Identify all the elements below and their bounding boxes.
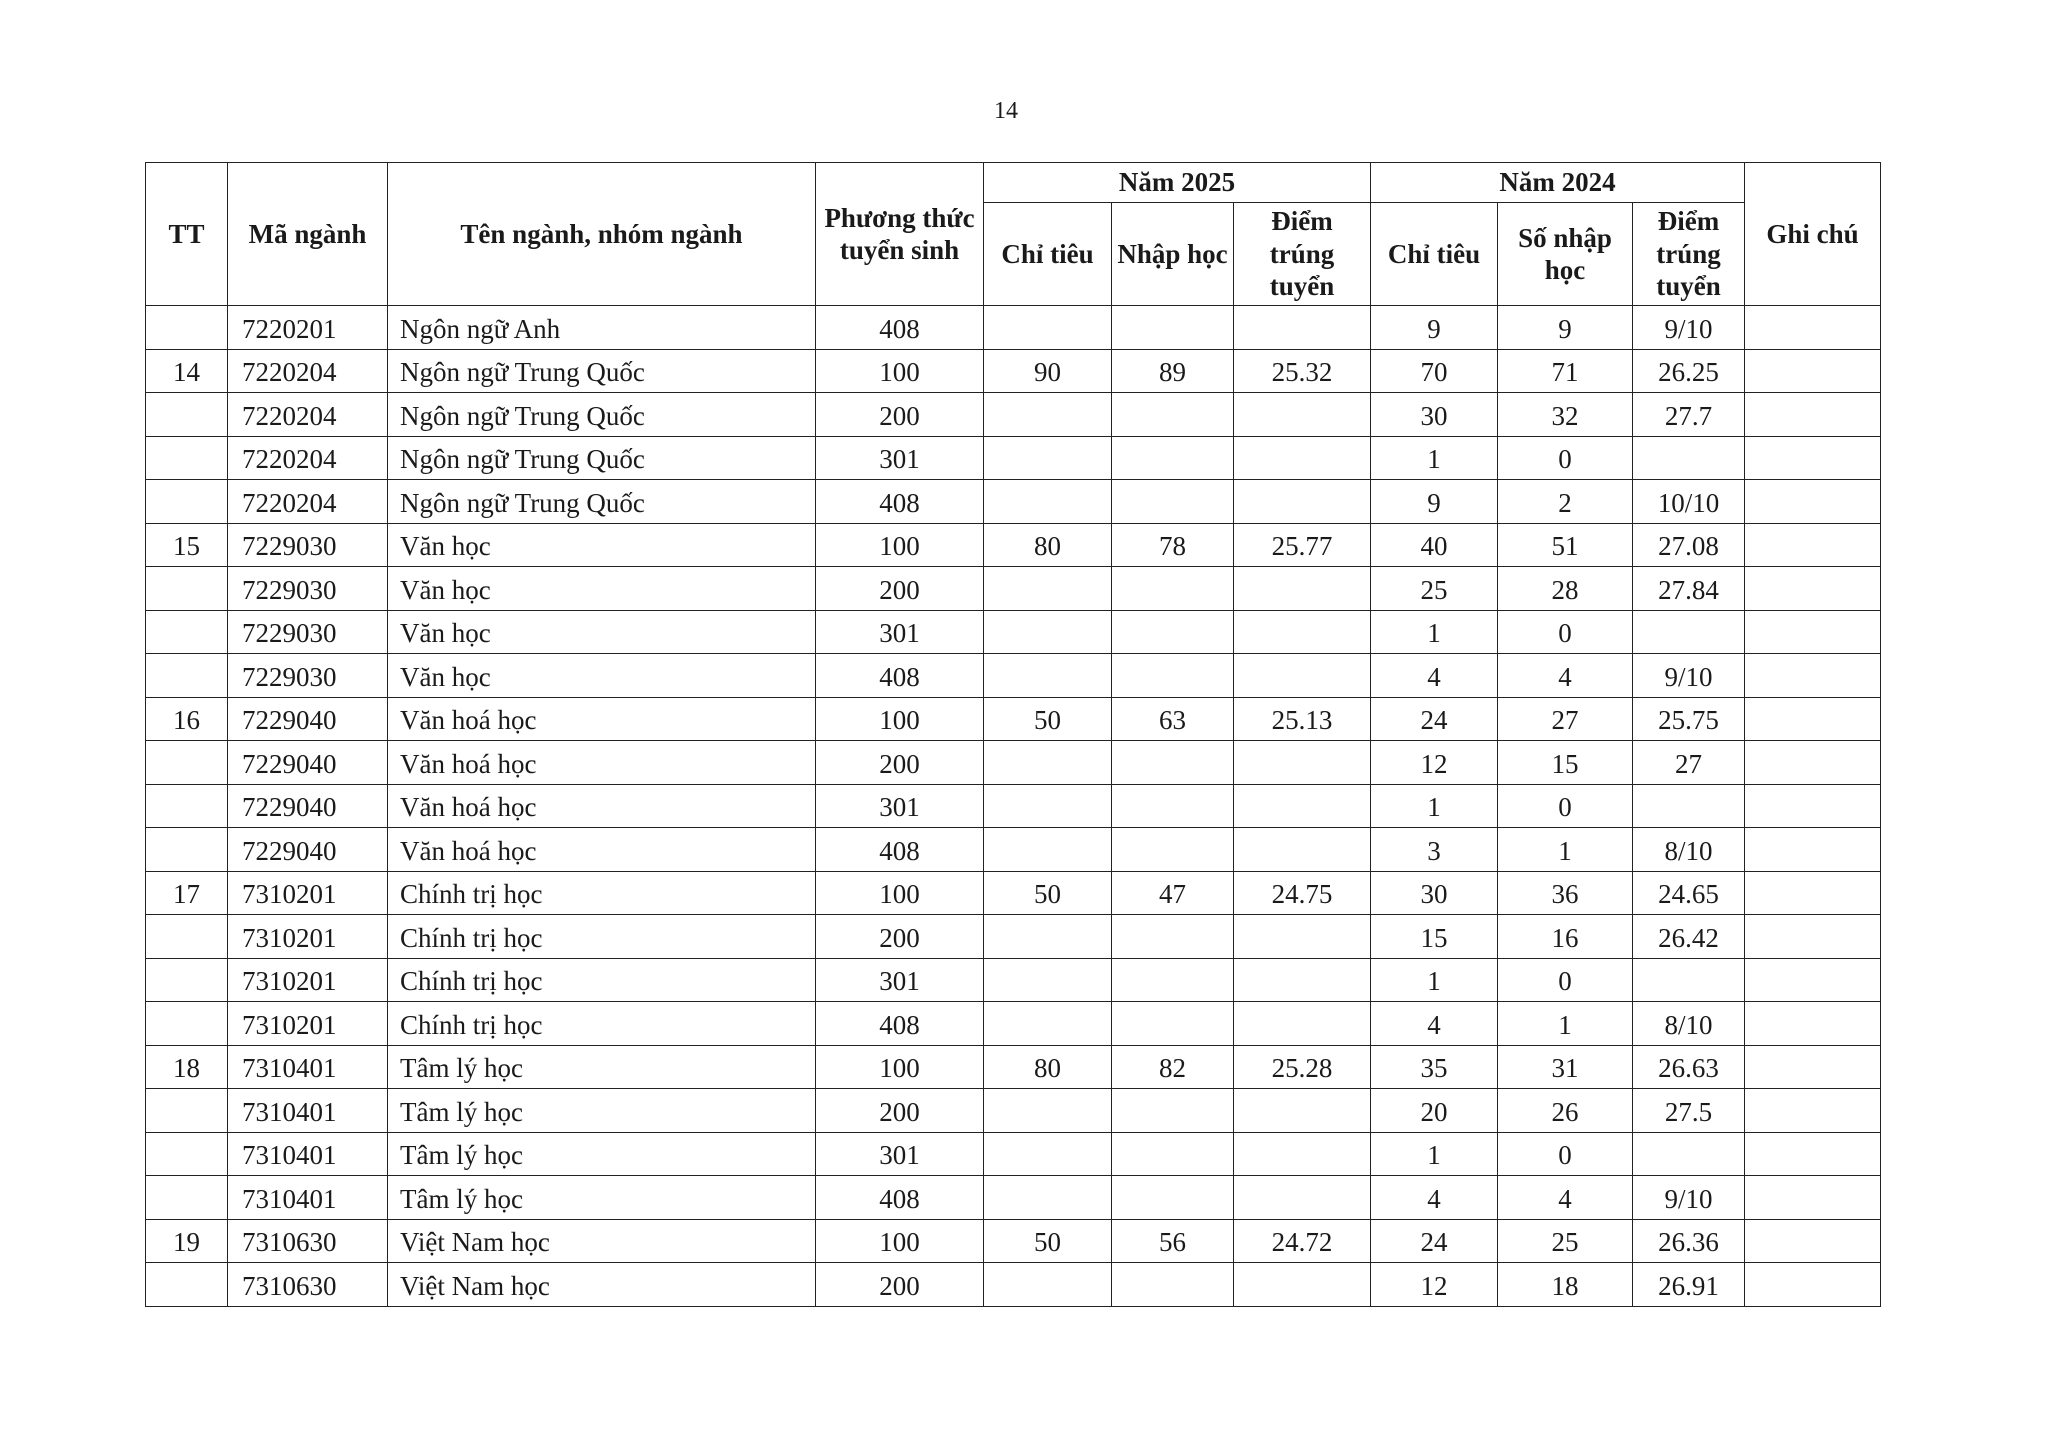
cell-chi-tieu-2024: 3 <box>1371 828 1498 872</box>
cell-tt <box>146 654 228 698</box>
cell-so-nhap-hoc-2024: 25 <box>1498 1219 1633 1263</box>
cell-diem-2024: 27.5 <box>1633 1089 1745 1133</box>
cell-nhap-hoc-2025: 82 <box>1112 1045 1234 1089</box>
cell-method: 408 <box>816 480 984 524</box>
cell-ghi-chu <box>1745 436 1881 480</box>
cell-diem-2025: 25.77 <box>1234 523 1371 567</box>
cell-tt: 19 <box>146 1219 228 1263</box>
table-row <box>146 1089 1881 1133</box>
cell-diem-2024: 26.91 <box>1633 1263 1745 1307</box>
cell-diem-2024: 10/10 <box>1633 480 1745 524</box>
cell-nhap-hoc-2025 <box>1112 784 1234 828</box>
cell-chi-tieu-2025 <box>984 1089 1112 1133</box>
cell-so-nhap-hoc-2024: 0 <box>1498 610 1633 654</box>
cell-diem-2024 <box>1633 610 1745 654</box>
cell-chi-tieu-2025: 80 <box>984 523 1112 567</box>
table-row <box>146 1263 1881 1307</box>
cell-tt: 15 <box>146 523 228 567</box>
cell-name: Văn hoá học <box>388 741 816 785</box>
cell-ghi-chu <box>1745 1002 1881 1046</box>
cell-so-nhap-hoc-2024: 71 <box>1498 349 1633 393</box>
cell-diem-2025 <box>1234 654 1371 698</box>
cell-chi-tieu-2024: 30 <box>1371 871 1498 915</box>
cell-tt <box>146 1089 228 1133</box>
cell-chi-tieu-2025 <box>984 1176 1112 1220</box>
table-row <box>146 349 1881 393</box>
cell-chi-tieu-2024: 4 <box>1371 654 1498 698</box>
cell-code: 7220204 <box>228 480 388 524</box>
cell-ghi-chu <box>1745 306 1881 350</box>
cell-diem-2024 <box>1633 958 1745 1002</box>
header-ma-nganh: Mã ngành <box>228 163 388 306</box>
cell-method: 100 <box>816 1045 984 1089</box>
table-row <box>146 393 1881 437</box>
cell-chi-tieu-2024: 40 <box>1371 523 1498 567</box>
cell-so-nhap-hoc-2024: 0 <box>1498 958 1633 1002</box>
cell-chi-tieu-2025 <box>984 915 1112 959</box>
cell-method: 200 <box>816 1263 984 1307</box>
cell-ghi-chu <box>1745 784 1881 828</box>
cell-diem-2025 <box>1234 1263 1371 1307</box>
cell-ghi-chu <box>1745 1176 1881 1220</box>
cell-ghi-chu <box>1745 654 1881 698</box>
cell-so-nhap-hoc-2024: 4 <box>1498 654 1633 698</box>
cell-name: Văn hoá học <box>388 697 816 741</box>
cell-diem-2024: 27.7 <box>1633 393 1745 437</box>
header-ten-nganh: Tên ngành, nhóm ngành <box>388 163 816 306</box>
cell-diem-2024 <box>1633 784 1745 828</box>
cell-diem-2025: 25.32 <box>1234 349 1371 393</box>
cell-diem-2024: 9/10 <box>1633 1176 1745 1220</box>
cell-ghi-chu <box>1745 741 1881 785</box>
cell-code: 7220204 <box>228 349 388 393</box>
cell-method: 200 <box>816 741 984 785</box>
cell-method: 100 <box>816 1219 984 1263</box>
header-diem-2025: Điểm trúng tuyển <box>1234 203 1371 306</box>
cell-chi-tieu-2024: 1 <box>1371 784 1498 828</box>
cell-nhap-hoc-2025 <box>1112 393 1234 437</box>
cell-name: Ngôn ngữ Anh <box>388 306 816 350</box>
cell-chi-tieu-2024: 15 <box>1371 915 1498 959</box>
table-row <box>146 915 1881 959</box>
cell-tt <box>146 915 228 959</box>
cell-diem-2024: 9/10 <box>1633 306 1745 350</box>
cell-diem-2025 <box>1234 828 1371 872</box>
cell-code: 7220204 <box>228 393 388 437</box>
cell-so-nhap-hoc-2024: 0 <box>1498 436 1633 480</box>
cell-chi-tieu-2024: 24 <box>1371 697 1498 741</box>
cell-so-nhap-hoc-2024: 51 <box>1498 523 1633 567</box>
cell-nhap-hoc-2025 <box>1112 741 1234 785</box>
cell-code: 7229040 <box>228 697 388 741</box>
cell-method: 100 <box>816 349 984 393</box>
cell-tt <box>146 1132 228 1176</box>
cell-tt: 16 <box>146 697 228 741</box>
cell-nhap-hoc-2025 <box>1112 436 1234 480</box>
table-row <box>146 306 1881 350</box>
cell-chi-tieu-2024: 25 <box>1371 567 1498 611</box>
table-row <box>146 741 1881 785</box>
cell-chi-tieu-2024: 1 <box>1371 436 1498 480</box>
header-ghi-chu: Ghi chú <box>1745 163 1881 306</box>
header-row-1 <box>146 163 1881 203</box>
cell-chi-tieu-2025 <box>984 306 1112 350</box>
cell-chi-tieu-2024: 30 <box>1371 393 1498 437</box>
cell-tt <box>146 436 228 480</box>
cell-diem-2025 <box>1234 1132 1371 1176</box>
cell-ghi-chu <box>1745 828 1881 872</box>
cell-chi-tieu-2025 <box>984 828 1112 872</box>
cell-chi-tieu-2024: 12 <box>1371 1263 1498 1307</box>
cell-code: 7310401 <box>228 1089 388 1133</box>
cell-tt: 18 <box>146 1045 228 1089</box>
header-tt: TT <box>146 163 228 306</box>
cell-nhap-hoc-2025 <box>1112 1176 1234 1220</box>
cell-chi-tieu-2025: 80 <box>984 1045 1112 1089</box>
header-nam-2025: Năm 2025 <box>984 163 1371 203</box>
cell-chi-tieu-2025: 50 <box>984 871 1112 915</box>
cell-chi-tieu-2025 <box>984 1132 1112 1176</box>
cell-code: 7310401 <box>228 1176 388 1220</box>
cell-code: 7310201 <box>228 915 388 959</box>
cell-diem-2024: 27.08 <box>1633 523 1745 567</box>
cell-name: Ngôn ngữ Trung Quốc <box>388 436 816 480</box>
cell-code: 7310401 <box>228 1045 388 1089</box>
table-row <box>146 828 1881 872</box>
cell-tt <box>146 306 228 350</box>
table-row <box>146 654 1881 698</box>
cell-nhap-hoc-2025 <box>1112 306 1234 350</box>
cell-method: 200 <box>816 915 984 959</box>
cell-name: Tâm lý học <box>388 1132 816 1176</box>
header-so-nhap-hoc-2024: Số nhập học <box>1498 203 1633 306</box>
header-diem-2024: Điểm trúng tuyển <box>1633 203 1745 306</box>
cell-tt <box>146 567 228 611</box>
cell-diem-2025 <box>1234 915 1371 959</box>
cell-code: 7310630 <box>228 1263 388 1307</box>
cell-ghi-chu <box>1745 1089 1881 1133</box>
cell-method: 100 <box>816 697 984 741</box>
cell-diem-2025 <box>1234 1176 1371 1220</box>
table-row <box>146 610 1881 654</box>
cell-diem-2025 <box>1234 436 1371 480</box>
cell-chi-tieu-2025 <box>984 784 1112 828</box>
cell-nhap-hoc-2025 <box>1112 1002 1234 1046</box>
cell-chi-tieu-2025 <box>984 480 1112 524</box>
cell-name: Chính trị học <box>388 871 816 915</box>
cell-diem-2024: 8/10 <box>1633 828 1745 872</box>
cell-method: 408 <box>816 828 984 872</box>
cell-chi-tieu-2024: 1 <box>1371 958 1498 1002</box>
cell-diem-2024: 8/10 <box>1633 1002 1745 1046</box>
cell-name: Việt Nam học <box>388 1263 816 1307</box>
table-row <box>146 871 1881 915</box>
cell-method: 100 <box>816 523 984 567</box>
cell-nhap-hoc-2025 <box>1112 1132 1234 1176</box>
cell-nhap-hoc-2025 <box>1112 1263 1234 1307</box>
cell-diem-2024: 27.84 <box>1633 567 1745 611</box>
table-row <box>146 697 1881 741</box>
cell-tt <box>146 1263 228 1307</box>
cell-code: 7229030 <box>228 654 388 698</box>
cell-code: 7229030 <box>228 523 388 567</box>
cell-code: 7229040 <box>228 828 388 872</box>
cell-diem-2024: 26.36 <box>1633 1219 1745 1263</box>
cell-diem-2025 <box>1234 741 1371 785</box>
cell-ghi-chu <box>1745 480 1881 524</box>
cell-code: 7229030 <box>228 567 388 611</box>
cell-tt: 17 <box>146 871 228 915</box>
cell-chi-tieu-2025 <box>984 1002 1112 1046</box>
cell-so-nhap-hoc-2024: 27 <box>1498 697 1633 741</box>
cell-so-nhap-hoc-2024: 0 <box>1498 784 1633 828</box>
table-row <box>146 1045 1881 1089</box>
cell-so-nhap-hoc-2024: 2 <box>1498 480 1633 524</box>
cell-tt <box>146 393 228 437</box>
table-row <box>146 436 1881 480</box>
cell-diem-2025 <box>1234 393 1371 437</box>
cell-tt: 14 <box>146 349 228 393</box>
cell-code: 7229040 <box>228 784 388 828</box>
cell-chi-tieu-2024: 12 <box>1371 741 1498 785</box>
cell-diem-2024: 27 <box>1633 741 1745 785</box>
cell-so-nhap-hoc-2024: 18 <box>1498 1263 1633 1307</box>
cell-chi-tieu-2024: 4 <box>1371 1002 1498 1046</box>
admissions-table <box>145 162 1881 1307</box>
cell-method: 408 <box>816 654 984 698</box>
cell-method: 200 <box>816 567 984 611</box>
cell-code: 7310201 <box>228 1002 388 1046</box>
cell-diem-2025 <box>1234 610 1371 654</box>
cell-nhap-hoc-2025 <box>1112 654 1234 698</box>
cell-chi-tieu-2025 <box>984 436 1112 480</box>
cell-diem-2024: 9/10 <box>1633 654 1745 698</box>
cell-so-nhap-hoc-2024: 0 <box>1498 1132 1633 1176</box>
cell-diem-2025 <box>1234 1089 1371 1133</box>
cell-chi-tieu-2025 <box>984 1263 1112 1307</box>
cell-code: 7229040 <box>228 741 388 785</box>
cell-tt <box>146 610 228 654</box>
cell-ghi-chu <box>1745 393 1881 437</box>
cell-nhap-hoc-2025 <box>1112 958 1234 1002</box>
page-number: 14 <box>994 98 1018 124</box>
table-body <box>146 306 1881 1307</box>
cell-diem-2024: 26.42 <box>1633 915 1745 959</box>
cell-name: Văn học <box>388 654 816 698</box>
cell-name: Ngôn ngữ Trung Quốc <box>388 349 816 393</box>
cell-so-nhap-hoc-2024: 15 <box>1498 741 1633 785</box>
cell-so-nhap-hoc-2024: 36 <box>1498 871 1633 915</box>
cell-diem-2024 <box>1633 1132 1745 1176</box>
table-row <box>146 784 1881 828</box>
cell-diem-2024: 26.25 <box>1633 349 1745 393</box>
cell-name: Chính trị học <box>388 958 816 1002</box>
header-chi-tieu-2024: Chỉ tiêu <box>1371 203 1498 306</box>
cell-diem-2024: 25.75 <box>1633 697 1745 741</box>
cell-chi-tieu-2024: 9 <box>1371 306 1498 350</box>
cell-name: Tâm lý học <box>388 1176 816 1220</box>
cell-ghi-chu <box>1745 1045 1881 1089</box>
header-phuong-thuc: Phương thức tuyển sinh <box>816 163 984 306</box>
cell-ghi-chu <box>1745 523 1881 567</box>
cell-tt <box>146 784 228 828</box>
cell-nhap-hoc-2025 <box>1112 610 1234 654</box>
cell-ghi-chu <box>1745 610 1881 654</box>
cell-so-nhap-hoc-2024: 9 <box>1498 306 1633 350</box>
cell-nhap-hoc-2025: 89 <box>1112 349 1234 393</box>
cell-diem-2025 <box>1234 306 1371 350</box>
cell-method: 301 <box>816 958 984 1002</box>
cell-nhap-hoc-2025: 78 <box>1112 523 1234 567</box>
header-nam-2024: Năm 2024 <box>1371 163 1745 203</box>
cell-tt <box>146 958 228 1002</box>
cell-method: 301 <box>816 1132 984 1176</box>
cell-method: 301 <box>816 784 984 828</box>
cell-code: 7310201 <box>228 958 388 1002</box>
cell-diem-2024: 26.63 <box>1633 1045 1745 1089</box>
cell-chi-tieu-2025 <box>984 741 1112 785</box>
cell-diem-2025: 25.28 <box>1234 1045 1371 1089</box>
cell-diem-2025 <box>1234 958 1371 1002</box>
cell-name: Ngôn ngữ Trung Quốc <box>388 480 816 524</box>
cell-tt <box>146 1002 228 1046</box>
table-row <box>146 958 1881 1002</box>
cell-diem-2025: 25.13 <box>1234 697 1371 741</box>
cell-diem-2025: 24.75 <box>1234 871 1371 915</box>
cell-name: Việt Nam học <box>388 1219 816 1263</box>
cell-chi-tieu-2024: 24 <box>1371 1219 1498 1263</box>
cell-chi-tieu-2024: 1 <box>1371 610 1498 654</box>
cell-name: Chính trị học <box>388 1002 816 1046</box>
cell-nhap-hoc-2025: 56 <box>1112 1219 1234 1263</box>
cell-chi-tieu-2024: 35 <box>1371 1045 1498 1089</box>
cell-so-nhap-hoc-2024: 28 <box>1498 567 1633 611</box>
cell-name: Ngôn ngữ Trung Quốc <box>388 393 816 437</box>
cell-code: 7310630 <box>228 1219 388 1263</box>
cell-code: 7220201 <box>228 306 388 350</box>
cell-so-nhap-hoc-2024: 16 <box>1498 915 1633 959</box>
cell-ghi-chu <box>1745 1263 1881 1307</box>
cell-ghi-chu <box>1745 567 1881 611</box>
cell-name: Văn hoá học <box>388 784 816 828</box>
cell-method: 301 <box>816 436 984 480</box>
cell-ghi-chu <box>1745 1219 1881 1263</box>
cell-chi-tieu-2025 <box>984 610 1112 654</box>
cell-diem-2024 <box>1633 436 1745 480</box>
cell-name: Tâm lý học <box>388 1045 816 1089</box>
cell-ghi-chu <box>1745 349 1881 393</box>
cell-method: 408 <box>816 1176 984 1220</box>
cell-code: 7310401 <box>228 1132 388 1176</box>
cell-chi-tieu-2025 <box>984 958 1112 1002</box>
cell-code: 7310201 <box>228 871 388 915</box>
header-chi-tieu-2025: Chỉ tiêu <box>984 203 1112 306</box>
cell-nhap-hoc-2025 <box>1112 1089 1234 1133</box>
cell-chi-tieu-2024: 70 <box>1371 349 1498 393</box>
cell-code: 7229030 <box>228 610 388 654</box>
cell-chi-tieu-2025: 50 <box>984 697 1112 741</box>
cell-method: 301 <box>816 610 984 654</box>
cell-name: Văn học <box>388 523 816 567</box>
table-row <box>146 567 1881 611</box>
cell-chi-tieu-2024: 1 <box>1371 1132 1498 1176</box>
cell-nhap-hoc-2025 <box>1112 567 1234 611</box>
cell-method: 200 <box>816 393 984 437</box>
cell-ghi-chu <box>1745 871 1881 915</box>
table-row <box>146 1219 1881 1263</box>
cell-method: 408 <box>816 1002 984 1046</box>
cell-tt <box>146 480 228 524</box>
cell-name: Văn hoá học <box>388 828 816 872</box>
cell-tt <box>146 828 228 872</box>
cell-ghi-chu <box>1745 697 1881 741</box>
cell-chi-tieu-2024: 9 <box>1371 480 1498 524</box>
cell-so-nhap-hoc-2024: 32 <box>1498 393 1633 437</box>
cell-diem-2025 <box>1234 480 1371 524</box>
cell-chi-tieu-2025: 90 <box>984 349 1112 393</box>
cell-chi-tieu-2025 <box>984 393 1112 437</box>
cell-ghi-chu <box>1745 1132 1881 1176</box>
cell-chi-tieu-2025 <box>984 567 1112 611</box>
cell-so-nhap-hoc-2024: 1 <box>1498 1002 1633 1046</box>
cell-nhap-hoc-2025 <box>1112 828 1234 872</box>
table-row <box>146 523 1881 567</box>
cell-nhap-hoc-2025 <box>1112 915 1234 959</box>
cell-code: 7220204 <box>228 436 388 480</box>
table-row <box>146 480 1881 524</box>
cell-diem-2025 <box>1234 567 1371 611</box>
cell-method: 200 <box>816 1089 984 1133</box>
cell-chi-tieu-2024: 4 <box>1371 1176 1498 1220</box>
cell-name: Văn học <box>388 567 816 611</box>
table-row <box>146 1176 1881 1220</box>
header-nhap-hoc-2025: Nhập học <box>1112 203 1234 306</box>
table-row <box>146 1132 1881 1176</box>
cell-method: 100 <box>816 871 984 915</box>
cell-nhap-hoc-2025: 63 <box>1112 697 1234 741</box>
cell-nhap-hoc-2025: 47 <box>1112 871 1234 915</box>
cell-diem-2024: 24.65 <box>1633 871 1745 915</box>
table-row <box>146 1002 1881 1046</box>
cell-chi-tieu-2024: 20 <box>1371 1089 1498 1133</box>
cell-chi-tieu-2025 <box>984 654 1112 698</box>
cell-ghi-chu <box>1745 915 1881 959</box>
cell-so-nhap-hoc-2024: 26 <box>1498 1089 1633 1133</box>
cell-name: Tâm lý học <box>388 1089 816 1133</box>
cell-method: 408 <box>816 306 984 350</box>
cell-so-nhap-hoc-2024: 4 <box>1498 1176 1633 1220</box>
cell-diem-2025: 24.72 <box>1234 1219 1371 1263</box>
cell-diem-2025 <box>1234 1002 1371 1046</box>
cell-so-nhap-hoc-2024: 31 <box>1498 1045 1633 1089</box>
cell-chi-tieu-2025: 50 <box>984 1219 1112 1263</box>
cell-tt <box>146 1176 228 1220</box>
cell-name: Chính trị học <box>388 915 816 959</box>
cell-so-nhap-hoc-2024: 1 <box>1498 828 1633 872</box>
cell-name: Văn học <box>388 610 816 654</box>
cell-diem-2025 <box>1234 784 1371 828</box>
cell-tt <box>146 741 228 785</box>
cell-ghi-chu <box>1745 958 1881 1002</box>
cell-nhap-hoc-2025 <box>1112 480 1234 524</box>
